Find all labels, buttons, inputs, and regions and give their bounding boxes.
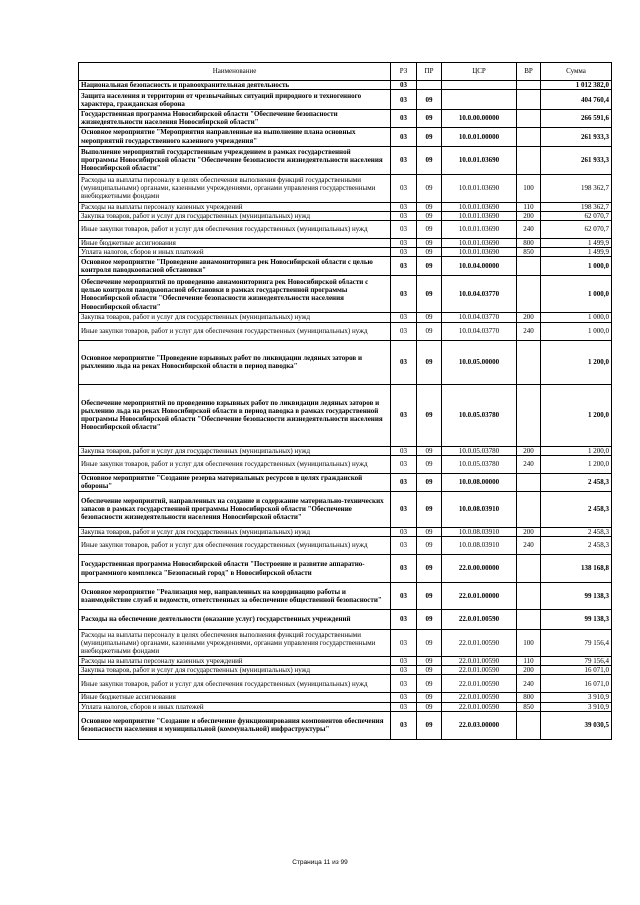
cell-pr: 09 <box>417 675 442 693</box>
cell-name: Иные бюджетные ассигнования <box>79 239 391 248</box>
cell-vr: 200 <box>517 446 541 455</box>
cell-csr: 10.0.04.03770 <box>442 322 517 340</box>
cell-rz: 03 <box>391 384 417 446</box>
cell-sum: 2 458,3 <box>541 537 612 555</box>
cell-rz: 03 <box>391 248 417 257</box>
table-row <box>79 340 612 384</box>
cell-name: Основное мероприятие "Реализация мер, направленных на координацию работы и взаимодействие служб и ведомств, ответственных за обеспечение общественной безопасности" <box>79 583 391 610</box>
cell-rz: 03 <box>391 630 417 657</box>
cell-csr: 10.0.01.03690 <box>442 221 517 239</box>
cell-vr: 200 <box>517 211 541 220</box>
cell-pr: 09 <box>417 583 442 610</box>
cell-csr: 22.0.01.00590 <box>442 693 517 702</box>
cell-pr: 09 <box>417 455 442 473</box>
cell-vr <box>517 146 541 174</box>
cell-vr <box>517 257 541 276</box>
cell-name: Иные закупки товаров, работ и услуг для обеспечения государственных (муниципальных) нужд <box>79 455 391 473</box>
cell-vr: 800 <box>517 239 541 248</box>
table-row <box>79 322 612 340</box>
cell-pr: 09 <box>417 537 442 555</box>
cell-pr: 09 <box>417 473 442 491</box>
table-row <box>79 174 612 202</box>
cell-csr: 22.0.01.00590 <box>442 610 517 630</box>
table-row <box>79 702 612 711</box>
cell-name: Иные бюджетные ассигнования <box>79 693 391 702</box>
cell-pr: 09 <box>417 239 442 248</box>
cell-vr <box>517 473 541 491</box>
cell-rz: 03 <box>391 322 417 340</box>
cell-csr: 22.0.01.00590 <box>442 657 517 666</box>
table-row <box>79 675 612 693</box>
cell-vr: 110 <box>517 657 541 666</box>
table-row <box>79 657 612 666</box>
cell-pr: 09 <box>417 711 442 739</box>
cell-sum: 16 071,0 <box>541 666 612 675</box>
cell-pr: 09 <box>417 90 442 110</box>
cell-vr <box>517 340 541 384</box>
table-row <box>79 211 612 220</box>
cell-rz: 03 <box>391 711 417 739</box>
table-row <box>79 583 612 610</box>
cell-name: Обеспечение мероприятий по проведению взрывных работ по ликвидации ледяных заторов и рыхлению льда на реках Новосибирской области в период паводка в рамках государственной программы Новосибирской области "Обеспечение безопасности жизнедеятельности населения Новосибирской области" <box>79 384 391 446</box>
cell-name: Обеспечение мероприятий, направленных на создание и содержание материально-технических запасов в рамках государственной программы Новосибирской области "Обеспечение безопасности жизнедеятельности населения Новосибирской области" <box>79 491 391 527</box>
cell-name: Государственная программа Новосибирской области "Обеспечение безопасности жизнедеятельности населения Новосибирской области" <box>79 110 391 127</box>
cell-csr: 22.0.01.00590 <box>442 666 517 675</box>
cell-rz: 03 <box>391 146 417 174</box>
cell-sum: 99 138,3 <box>541 583 612 610</box>
cell-sum: 1 499,9 <box>541 239 612 248</box>
cell-csr: 10.0.05.03780 <box>442 384 517 446</box>
cell-pr: 09 <box>417 693 442 702</box>
cell-rz: 03 <box>391 313 417 322</box>
table-row <box>79 276 612 313</box>
cell-vr: 110 <box>517 202 541 211</box>
cell-sum: 1 200,0 <box>541 455 612 473</box>
cell-csr: 10.0.05.00000 <box>442 340 517 384</box>
cell-sum: 3 910,9 <box>541 702 612 711</box>
table-row <box>79 239 612 248</box>
cell-csr: 10.0.05.03780 <box>442 446 517 455</box>
cell-rz: 03 <box>391 239 417 248</box>
cell-name: Закупка товаров, работ и услуг для государственных (муниципальных) нужд <box>79 527 391 536</box>
cell-csr: 10.0.01.00000 <box>442 127 517 146</box>
cell-rz: 03 <box>391 127 417 146</box>
cell-vr <box>517 491 541 527</box>
cell-vr <box>517 127 541 146</box>
cell-vr: 240 <box>517 221 541 239</box>
cell-rz: 03 <box>391 555 417 583</box>
cell-rz: 03 <box>391 675 417 693</box>
cell-csr: 22.0.00.00000 <box>442 555 517 583</box>
cell-sum: 16 071,0 <box>541 675 612 693</box>
cell-name: Основное мероприятие "Проведение авиамониторинга рек Новосибирской области с целью контроля паводкоопасной обстановки" <box>79 257 391 276</box>
page-footer: Страница 11 из 99 <box>292 859 348 866</box>
cell-csr: 10.0.08.00000 <box>442 473 517 491</box>
cell-vr <box>517 555 541 583</box>
cell-sum: 1 000,0 <box>541 322 612 340</box>
cell-sum: 1 000,0 <box>541 276 612 313</box>
table-row <box>79 81 612 90</box>
cell-sum: 1 012 382,0 <box>541 81 612 90</box>
cell-csr: 22.0.01.00590 <box>442 630 517 657</box>
cell-rz: 03 <box>391 90 417 110</box>
cell-vr <box>517 276 541 313</box>
cell-name: Национальная безопасность и правоохранительная деятельность <box>79 81 391 90</box>
cell-vr: 200 <box>517 666 541 675</box>
cell-sum: 2 458,3 <box>541 527 612 536</box>
cell-name: Выполнение мероприятий государственным учреждением в рамках государственной программы Новосибирской области "Обеспечение безопасности жизнедеятельности населения Новосибирской области" <box>79 146 391 174</box>
table-row <box>79 313 612 322</box>
cell-rz: 03 <box>391 340 417 384</box>
cell-pr: 09 <box>417 313 442 322</box>
cell-rz: 03 <box>391 81 417 90</box>
header-name: Наименование <box>79 63 391 81</box>
cell-sum: 39 030,5 <box>541 711 612 739</box>
cell-name: Защита населения и территории от чрезвычайных ситуаций природного и техногенного характера, гражданская оборона <box>79 90 391 110</box>
cell-csr: 10.0.05.03780 <box>442 455 517 473</box>
cell-sum: 1 499,9 <box>541 248 612 257</box>
cell-name: Расходы на выплаты персоналу казенных учреждений <box>79 202 391 211</box>
table-row <box>79 666 612 675</box>
cell-sum: 261 933,3 <box>541 127 612 146</box>
cell-vr <box>517 583 541 610</box>
cell-sum: 198 362,7 <box>541 174 612 202</box>
table-row <box>79 446 612 455</box>
cell-sum: 2 458,3 <box>541 473 612 491</box>
table-header-row <box>79 63 612 81</box>
cell-pr: 09 <box>417 110 442 127</box>
table-row <box>79 248 612 257</box>
cell-csr: 10.0.08.03910 <box>442 491 517 527</box>
cell-rz: 03 <box>391 455 417 473</box>
table-row <box>79 127 612 146</box>
cell-pr: 09 <box>417 257 442 276</box>
table-row <box>79 491 612 527</box>
table-row <box>79 711 612 739</box>
cell-csr: 22.0.03.00000 <box>442 711 517 739</box>
cell-csr: 10.0.01.03690 <box>442 239 517 248</box>
cell-sum: 62 070,7 <box>541 211 612 220</box>
budget-table <box>78 62 612 740</box>
cell-sum: 1 000,0 <box>541 313 612 322</box>
table-row <box>79 221 612 239</box>
cell-pr: 09 <box>417 527 442 536</box>
cell-vr: 240 <box>517 675 541 693</box>
cell-pr: 09 <box>417 202 442 211</box>
cell-rz: 03 <box>391 702 417 711</box>
cell-name: Закупка товаров, работ и услуг для государственных (муниципальных) нужд <box>79 446 391 455</box>
cell-csr: 22.0.01.00590 <box>442 675 517 693</box>
table-row <box>79 202 612 211</box>
cell-name: Закупка товаров, работ и услуг для государственных (муниципальных) нужд <box>79 313 391 322</box>
cell-rz: 03 <box>391 446 417 455</box>
cell-pr: 09 <box>417 384 442 446</box>
table-row <box>79 110 612 127</box>
table-row <box>79 473 612 491</box>
cell-name: Закупка товаров, работ и услуг для государственных (муниципальных) нужд <box>79 666 391 675</box>
cell-pr: 09 <box>417 666 442 675</box>
cell-rz: 03 <box>391 473 417 491</box>
cell-vr: 850 <box>517 248 541 257</box>
table-row <box>79 146 612 174</box>
table-row <box>79 630 612 657</box>
table-row <box>79 90 612 110</box>
header-vr: ВР <box>517 63 541 81</box>
cell-vr <box>517 90 541 110</box>
cell-sum: 1 200,0 <box>541 384 612 446</box>
cell-name: Уплата налогов, сборов и иных платежей <box>79 702 391 711</box>
cell-rz: 03 <box>391 221 417 239</box>
cell-csr <box>442 81 517 90</box>
header-pr: ПР <box>417 63 442 81</box>
cell-pr: 09 <box>417 248 442 257</box>
cell-sum: 2 458,3 <box>541 491 612 527</box>
cell-sum: 138 168,8 <box>541 555 612 583</box>
cell-pr: 09 <box>417 322 442 340</box>
cell-rz: 03 <box>391 276 417 313</box>
cell-name: Обеспечение мероприятий по проведению авиамониторинга рек Новосибирской области с целью контроля паводкоопасной обстановки в рамках государственной программы Новосибирской области "Обеспечение безопасности жизнедеятельности населения Новосибирской области" <box>79 276 391 313</box>
cell-sum: 79 156,4 <box>541 630 612 657</box>
cell-pr: 09 <box>417 221 442 239</box>
cell-name: Расходы на выплаты персоналу казенных учреждений <box>79 657 391 666</box>
cell-csr: 22.0.01.00590 <box>442 702 517 711</box>
cell-sum: 266 591,6 <box>541 110 612 127</box>
cell-vr: 100 <box>517 630 541 657</box>
cell-name: Основное мероприятие "Мероприятия направленные на выполнение плана основных мероприятий государственного казенного учреждения" <box>79 127 391 146</box>
table-row <box>79 257 612 276</box>
cell-pr: 09 <box>417 276 442 313</box>
cell-pr: 09 <box>417 630 442 657</box>
cell-csr: 10.0.04.00000 <box>442 257 517 276</box>
cell-rz: 03 <box>391 693 417 702</box>
cell-csr: 10.0.01.03690 <box>442 211 517 220</box>
cell-csr: 10.0.04.03770 <box>442 313 517 322</box>
cell-name: Основное мероприятие "Создание резерва материальных ресурсов в целях гражданской обороны" <box>79 473 391 491</box>
cell-pr: 09 <box>417 702 442 711</box>
cell-rz: 03 <box>391 202 417 211</box>
cell-vr <box>517 610 541 630</box>
header-rz: РЗ <box>391 63 417 81</box>
cell-name: Государственная программа Новосибирской области "Построение и развитие аппаратно-программного комплекса "Безопасный город" в Новосибирской области <box>79 555 391 583</box>
cell-rz: 03 <box>391 491 417 527</box>
cell-rz: 03 <box>391 211 417 220</box>
cell-pr: 09 <box>417 146 442 174</box>
cell-name: Уплата налогов, сборов и иных платежей <box>79 248 391 257</box>
cell-csr: 10.0.01.03690 <box>442 146 517 174</box>
cell-csr: 10.0.00.00000 <box>442 110 517 127</box>
cell-sum: 62 070,7 <box>541 221 612 239</box>
cell-rz: 03 <box>391 527 417 536</box>
cell-vr: 100 <box>517 174 541 202</box>
cell-csr: 10.0.01.03690 <box>442 174 517 202</box>
header-sum: Сумма <box>541 63 612 81</box>
cell-rz: 03 <box>391 610 417 630</box>
cell-vr: 850 <box>517 702 541 711</box>
cell-pr: 09 <box>417 340 442 384</box>
cell-vr: 800 <box>517 693 541 702</box>
cell-pr: 09 <box>417 610 442 630</box>
cell-name: Расходы на обеспечение деятельности (оказание услуг) государственных учреждений <box>79 610 391 630</box>
cell-vr: 240 <box>517 537 541 555</box>
cell-name: Расходы на выплаты персоналу в целях обеспечения выполнения функций государственными (муниципальными) органами, казенными учреждениями, органами управления государственными внебюджетными фондами <box>79 630 391 657</box>
cell-pr: 09 <box>417 491 442 527</box>
cell-csr: 10.0.04.03770 <box>442 276 517 313</box>
table-row <box>79 455 612 473</box>
cell-sum: 404 760,4 <box>541 90 612 110</box>
cell-pr: 09 <box>417 657 442 666</box>
cell-sum: 99 138,3 <box>541 610 612 630</box>
cell-pr: 09 <box>417 211 442 220</box>
cell-vr <box>517 81 541 90</box>
cell-csr: 10.0.08.03910 <box>442 527 517 536</box>
cell-csr <box>442 90 517 110</box>
cell-pr <box>417 81 442 90</box>
cell-name: Расходы на выплаты персоналу в целях обеспечения выполнения функций государственными (муниципальными) органами, казенными учреждениями, органами управления государственными внебюджетными фондами <box>79 174 391 202</box>
cell-pr: 09 <box>417 555 442 583</box>
cell-vr: 200 <box>517 527 541 536</box>
cell-csr: 10.0.08.03910 <box>442 537 517 555</box>
cell-rz: 03 <box>391 666 417 675</box>
cell-csr: 10.0.01.03690 <box>442 248 517 257</box>
cell-name: Иные закупки товаров, работ и услуг для обеспечения государственных (муниципальных) нужд <box>79 322 391 340</box>
cell-sum: 79 156,4 <box>541 657 612 666</box>
cell-vr <box>517 110 541 127</box>
cell-sum: 1 200,0 <box>541 340 612 384</box>
cell-sum: 1 200,0 <box>541 446 612 455</box>
cell-name: Основное мероприятие "Создание и обеспечение функционирования компонентов обеспечения безопасности населения и муниципальной (коммунальной) инфраструктуры" <box>79 711 391 739</box>
cell-vr: 200 <box>517 313 541 322</box>
cell-csr: 22.0.01.00000 <box>442 583 517 610</box>
cell-vr: 240 <box>517 322 541 340</box>
table-row <box>79 537 612 555</box>
cell-vr <box>517 711 541 739</box>
table-row <box>79 555 612 583</box>
cell-sum: 1 000,0 <box>541 257 612 276</box>
header-csr: ЦСР <box>442 63 517 81</box>
cell-rz: 03 <box>391 174 417 202</box>
cell-csr: 10.0.01.03690 <box>442 202 517 211</box>
cell-rz: 03 <box>391 657 417 666</box>
cell-rz: 03 <box>391 583 417 610</box>
cell-rz: 03 <box>391 537 417 555</box>
cell-rz: 03 <box>391 110 417 127</box>
table-row <box>79 384 612 446</box>
cell-name: Закупка товаров, работ и услуг для государственных (муниципальных) нужд <box>79 211 391 220</box>
cell-name: Иные закупки товаров, работ и услуг для обеспечения государственных (муниципальных) нужд <box>79 675 391 693</box>
cell-pr: 09 <box>417 127 442 146</box>
table-row <box>79 610 612 630</box>
cell-sum: 261 933,3 <box>541 146 612 174</box>
cell-pr: 09 <box>417 174 442 202</box>
cell-sum: 198 362,7 <box>541 202 612 211</box>
cell-rz: 03 <box>391 257 417 276</box>
cell-sum: 3 910,9 <box>541 693 612 702</box>
table-row <box>79 693 612 702</box>
cell-vr <box>517 384 541 446</box>
cell-pr: 09 <box>417 446 442 455</box>
table-row <box>79 527 612 536</box>
cell-name: Иные закупки товаров, работ и услуг для обеспечения государственных (муниципальных) нужд <box>79 537 391 555</box>
cell-name: Иные закупки товаров, работ и услуг для обеспечения государственных (муниципальных) нужд <box>79 221 391 239</box>
cell-vr: 240 <box>517 455 541 473</box>
cell-name: Основное мероприятие "Проведение взрывных работ по ликвидации ледяных заторов и рыхлению льда на реках Новосибирской области в период паводка" <box>79 340 391 384</box>
